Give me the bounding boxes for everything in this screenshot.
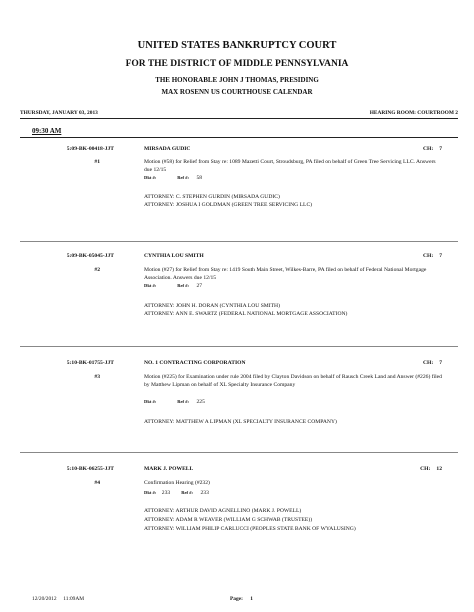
debtor-name: MARK J. POWELL <box>144 466 194 472</box>
debtor-name: MIRSADA GUDIC <box>144 146 191 152</box>
motion-text: Motion (#225) for Examination under rule 2004 filed by Clayton Davidson on behalf of Rausch Creek Land and Answer (#226) filed by Matthew Lipman on behalf of XL Specialty Insurance Company <box>144 374 442 388</box>
page-indicator <box>230 596 253 602</box>
debtor-name: NO. 1 CONTRACTING CORPORATION <box>144 360 246 366</box>
chapter <box>423 146 442 152</box>
attorney-line: ATTORNEY: MATTHEW A LIPMAN (XL SPECIALTY INSURANCE COMPANY) <box>144 419 337 425</box>
judge-line: THE HONORABLE JOHN J THOMAS, PRESIDING <box>155 76 319 84</box>
time-slot: 09:30 AM <box>32 127 62 135</box>
case-divider <box>20 452 458 453</box>
chapter-label: CH: <box>422 146 434 152</box>
case-divider <box>20 346 458 347</box>
docket-refs <box>144 490 209 496</box>
debtor-name: CYNTHIA LOU SMITH <box>144 253 204 259</box>
item-number: #4 <box>94 480 100 486</box>
attorney-line: ATTORNEY: WILLIAM PHILIP CARLUCCI (PEOPLES STATE BANK OF WYALUSING) <box>144 526 356 532</box>
motion-text: Motion (#27) for Relief from Stay re: 1419 South Main Street, Wilkes-Barre, PA filed on behalf of Federal National Mortgage Association. Answers due 12/15 <box>144 267 427 281</box>
dkt-label: Dkt #: <box>144 490 157 495</box>
dkt-label: Dkt #: <box>144 399 157 404</box>
ref-label: Ref #: <box>177 175 190 180</box>
case-number: 5:10-BK-01755-JJT <box>66 360 114 366</box>
ref-value: 233 <box>200 490 209 496</box>
dkt-value: 233 <box>161 490 171 496</box>
district-title: FOR THE DISTRICT OF MIDDLE PENNSYLVANIA <box>125 59 349 69</box>
print-timestamp: 12/20/2012 11:09AM <box>32 596 85 602</box>
case-number: 5:10-BK-06255-JJT <box>66 466 114 472</box>
chapter-value: 12 <box>436 466 442 472</box>
dkt-label: Dkt #: <box>144 283 157 288</box>
attorney-line: ATTORNEY: ADAM R WEAVER (WILLIAM G SCHWAB (TRUSTEE)) <box>144 517 313 523</box>
page-number: 1 <box>250 596 253 602</box>
hearing-date: THURSDAY, JANUARY 03, 2013 <box>20 110 98 116</box>
chapter-label: CH: <box>422 253 434 259</box>
chapter-value: 7 <box>439 360 442 366</box>
page-label: Page: <box>230 596 243 602</box>
ref-label: Ref #: <box>177 283 190 288</box>
chapter-label: CH: <box>422 360 434 366</box>
docket-refs <box>144 399 205 405</box>
attorney-line: ATTORNEY: JOHN H. DORAN (CYNTHIA LOU SMITH) <box>144 303 280 309</box>
attorney-line: ATTORNEY: ARTHUR DAVID AGNELLINO (MARK J. POWELL) <box>144 508 302 514</box>
chapter <box>423 253 442 259</box>
docket-refs <box>144 283 202 289</box>
docket-refs <box>144 175 202 181</box>
header-divider <box>20 118 458 119</box>
court-title: UNITED STATES BANKRUPTCY COURT <box>137 40 337 51</box>
ref-value: 58 <box>196 175 203 181</box>
chapter-label: CH: <box>420 466 431 472</box>
case-number: 5:09-BK-00418-JJT <box>66 146 114 152</box>
attorney-line: ATTORNEY: JOSHUA I GOLDMAN (GREEN TREE SERVICING LLC) <box>144 202 313 208</box>
time-divider <box>20 137 458 138</box>
attorney-line: ATTORNEY: ANN E. SWARTZ (FEDERAL NATIONAL MORTGAGE ASSOCIATION) <box>144 311 348 317</box>
attorney-line: ATTORNEY: C. STEPHEN GURDIN (MIRSADA GUDIC) <box>144 194 280 200</box>
calendar-title: MAX ROSENN US COURTHOUSE CALENDAR <box>161 88 313 96</box>
chapter-value: 7 <box>439 146 442 152</box>
case-divider <box>20 241 458 242</box>
item-number: #1 <box>94 159 100 165</box>
dkt-label: Dkt #: <box>144 175 157 180</box>
chapter <box>420 466 442 472</box>
item-number: #3 <box>94 374 100 380</box>
item-number: #2 <box>94 267 100 273</box>
ref-value: 27 <box>196 283 203 289</box>
chapter <box>423 360 442 366</box>
ref-label: Ref #: <box>181 490 194 495</box>
ref-label: Ref #: <box>177 399 190 404</box>
case-number: 5:09-BK-05045-JJT <box>66 253 114 259</box>
motion-text: Motion (#58) for Relief from Stay re: 1089 Mazetti Court, Stroudsburg, PA filed on behalf of Green Tree Servicing LLC. Answers due 12/15 <box>144 159 436 173</box>
ref-value: 225 <box>196 399 205 405</box>
hearing-room: HEARING ROOM: COURTROOM 2 <box>369 110 458 116</box>
motion-text: Confirmation Hearing (#232) <box>144 480 210 486</box>
chapter-value: 7 <box>439 253 442 259</box>
